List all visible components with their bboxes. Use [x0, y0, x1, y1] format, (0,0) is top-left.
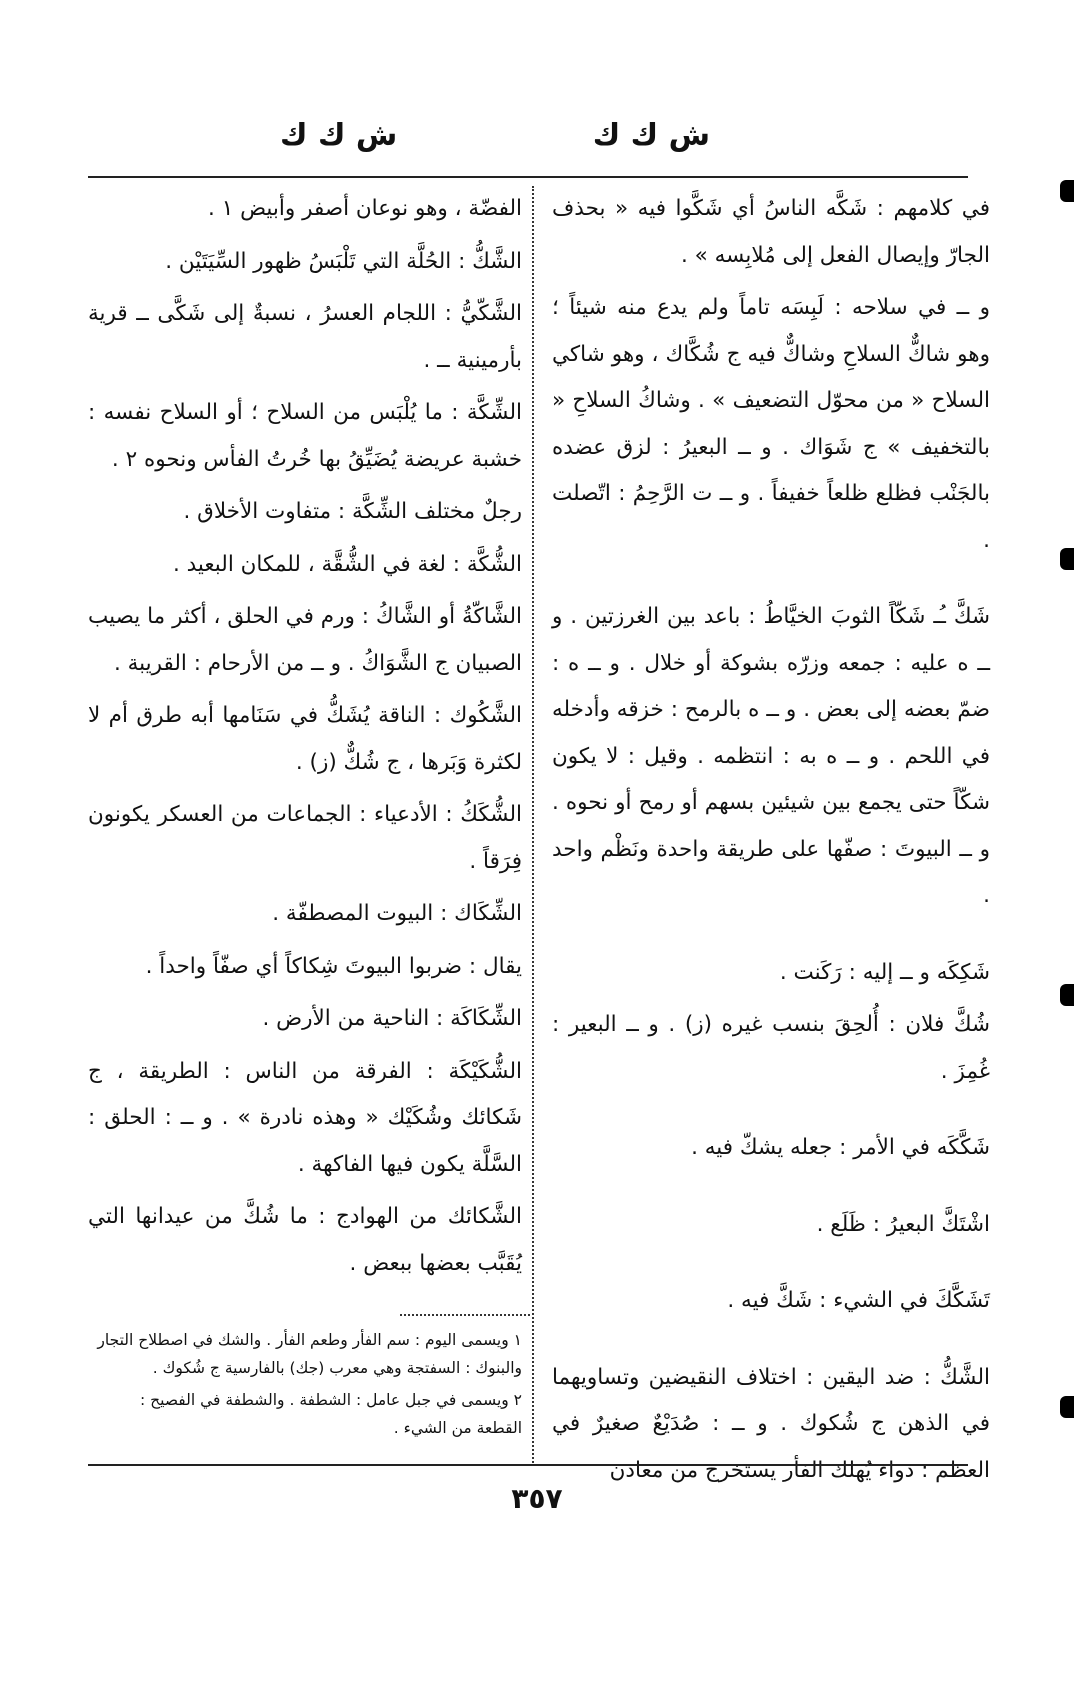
entry-paragraph: الشَّكُّ : ضد اليقين : اختلاف النقيضين وتساويهما في الذهن ج شُكوك . و ــ : صُدَيْعٌ صغيرٌ في العظم : دواء يُهلك الفأر يستخرج من معادن: [552, 1364, 990, 1483]
entry-paragraph: الشَّكُّ : الحُلَّة التي تَلْبَسُ ظهور السِّيَتَيْن .: [165, 248, 522, 274]
entry-paragraph: اشْتَكَّ البعيرُ : ظَلَع .: [816, 1211, 990, 1237]
footer-rule: [88, 1464, 968, 1466]
page-number: ٣٥٧: [511, 1482, 563, 1515]
footnotes: [92, 1326, 522, 1446]
scan-edge-mark: [1060, 1396, 1074, 1418]
footnote: ١ ويسمى اليوم : سم الفأر وطعم الفأر . والشك في اصطلاح التجار والبنوك : السفتجة وهي معرب (جك) بالفارسية ج شُكوك .: [97, 1331, 522, 1377]
entry-paragraph: شَكَّكَه في الأمر : جعله يشكّ فيه .: [691, 1135, 990, 1160]
scan-edge-mark: [1060, 984, 1074, 1006]
column-divider: [532, 186, 534, 1466]
entry-paragraph: الشَّكائك من الهوادج : ما شُكَّ من عيدانها التي يُقَبَّب بعضها ببعض .: [88, 1204, 522, 1276]
left-column: [88, 186, 522, 1293]
footnote-separator: [400, 1314, 530, 1316]
entry-paragraph: رجلٌ مختلف الشِّكَّة : متفاوت الأخلاق .: [183, 499, 522, 524]
page-header: [80, 118, 970, 162]
entry-paragraph: الفضّة ، وهو نوعان أصفر وأبيض ١ .: [208, 196, 522, 221]
entry-paragraph: الشُّكَّة : لغة في الشُّقَّة ، للمكان البعيد .: [172, 551, 522, 577]
entry-paragraph: الشِّكَاك : البيوت المصطفّة .: [272, 901, 522, 926]
entry-paragraph: و ــ في سلاحه : لَبِسَه تاماً ولم يدع منه شيئاً ؛ وهو شاكٌّ السلاحِ وشاكٌّ فيه ج شُكَّاك ، وهو شاكي السلاح « من محوّل التضعيف » . وشاكُ السلاحِ « بالتخفيف » ج شَوَاك . و ــ البعيرُ : لزق عضده بالجَنْب فظلع ظلعاً خفيفاً . و ــ ت الرَّحِمُ : اتّصلت .: [552, 295, 990, 553]
entry-paragraph: الشِّكَّة : ما يُلْبَس من السلاح ؛ أو السلاح نفسه : خشبة عريضة يُضَيِّقُ بها خُرتُ الفأس ونحوه ٢ .: [88, 400, 522, 472]
scan-edge-mark: [1060, 180, 1074, 202]
entry-paragraph: شَكِكَه و ــ إليه : رَكَنت .: [779, 959, 990, 985]
running-head-left: ش ك ك: [280, 118, 398, 153]
entry-paragraph: الشَّاكّةُ أو الشَّاكُ : ورم في الحلق ، أكثر ما يصيب الصبيان ج الشَّوَاكُ . و ــ من الأرحام : القريبة .: [88, 604, 522, 676]
footnote: ٢ ويسمى في جبل عامل : الشطفة . والشطفة في الفصيح : القطعة من الشيء .: [140, 1391, 522, 1437]
entry-paragraph: الشُّكَكُ : الأدعياء : الجماعات من العسكر يكونون فِرَقاً .: [88, 802, 522, 874]
entry-paragraph: تَشَكَّكَ في الشيء : شَكَّ فيه .: [727, 1288, 990, 1313]
entry-paragraph: الشَّكُوك : الناقة يُشَكُّ في سَنَامها أبه طرق أم لا لكثرة وَبَرها ، ج شُكٌّ (ز) .: [88, 703, 522, 775]
entry-paragraph: شُكَّ فلان : أُلحِقَ بنسب غيره (ز) . و ــ البعير : غُمِزَ .: [552, 1012, 990, 1084]
entry-paragraph: في كلامهم : شَكَّه الناسُ أي شَكَّوا فيه « بحذف الجارّ وإيصال الفعل إلى مُلابِسه » .: [552, 196, 990, 268]
entry-paragraph: الشُّكَيْكَة : الفرقة من الناس : الطريقة ، ج شَكائك وشُكَيْك « وهذه نادرة » . و ــ : الحلق : السَّلَّة يكون فيها الفاكهة .: [88, 1058, 522, 1177]
entry-paragraph: يقال : ضربوا البيوتَ شِكاكاً أي صفّاً واحداً .: [145, 953, 522, 979]
right-column: [552, 186, 990, 1500]
entry-paragraph: الشَّكّيُّ : اللجام العسرُ ، نسبةٌ إلى شَكَّى ــ قرية بأرمينية ــ .: [88, 301, 522, 373]
scan-edge-mark: [1060, 548, 1074, 570]
entry-paragraph: الشِّكَاكَة : الناحية من الأرض .: [262, 1006, 522, 1031]
running-head-right: ش ك ك: [592, 118, 710, 153]
entry-paragraph: شَكَّ ـُـ شَكّاً الثوبَ الخيَّاطُ : باعد بين الغرزتين . و ــ ه عليه : جمعه وزرّه بشوكة أو خلال . و ــ ه : ضمّ بعضه إلى بعض . و ــ ه بالرمح : خزقه وأدخله في اللحم . و ــ ه به : انتظمه . وقيل : لا يكون شكّاً حتى يجمع بين شيئين بسهم أو رمح أو نحوه . و ــ البيوتَ : صفّها على طريقة واحدة ونَظْم واحد .: [552, 604, 990, 908]
header-rule: [88, 176, 968, 178]
